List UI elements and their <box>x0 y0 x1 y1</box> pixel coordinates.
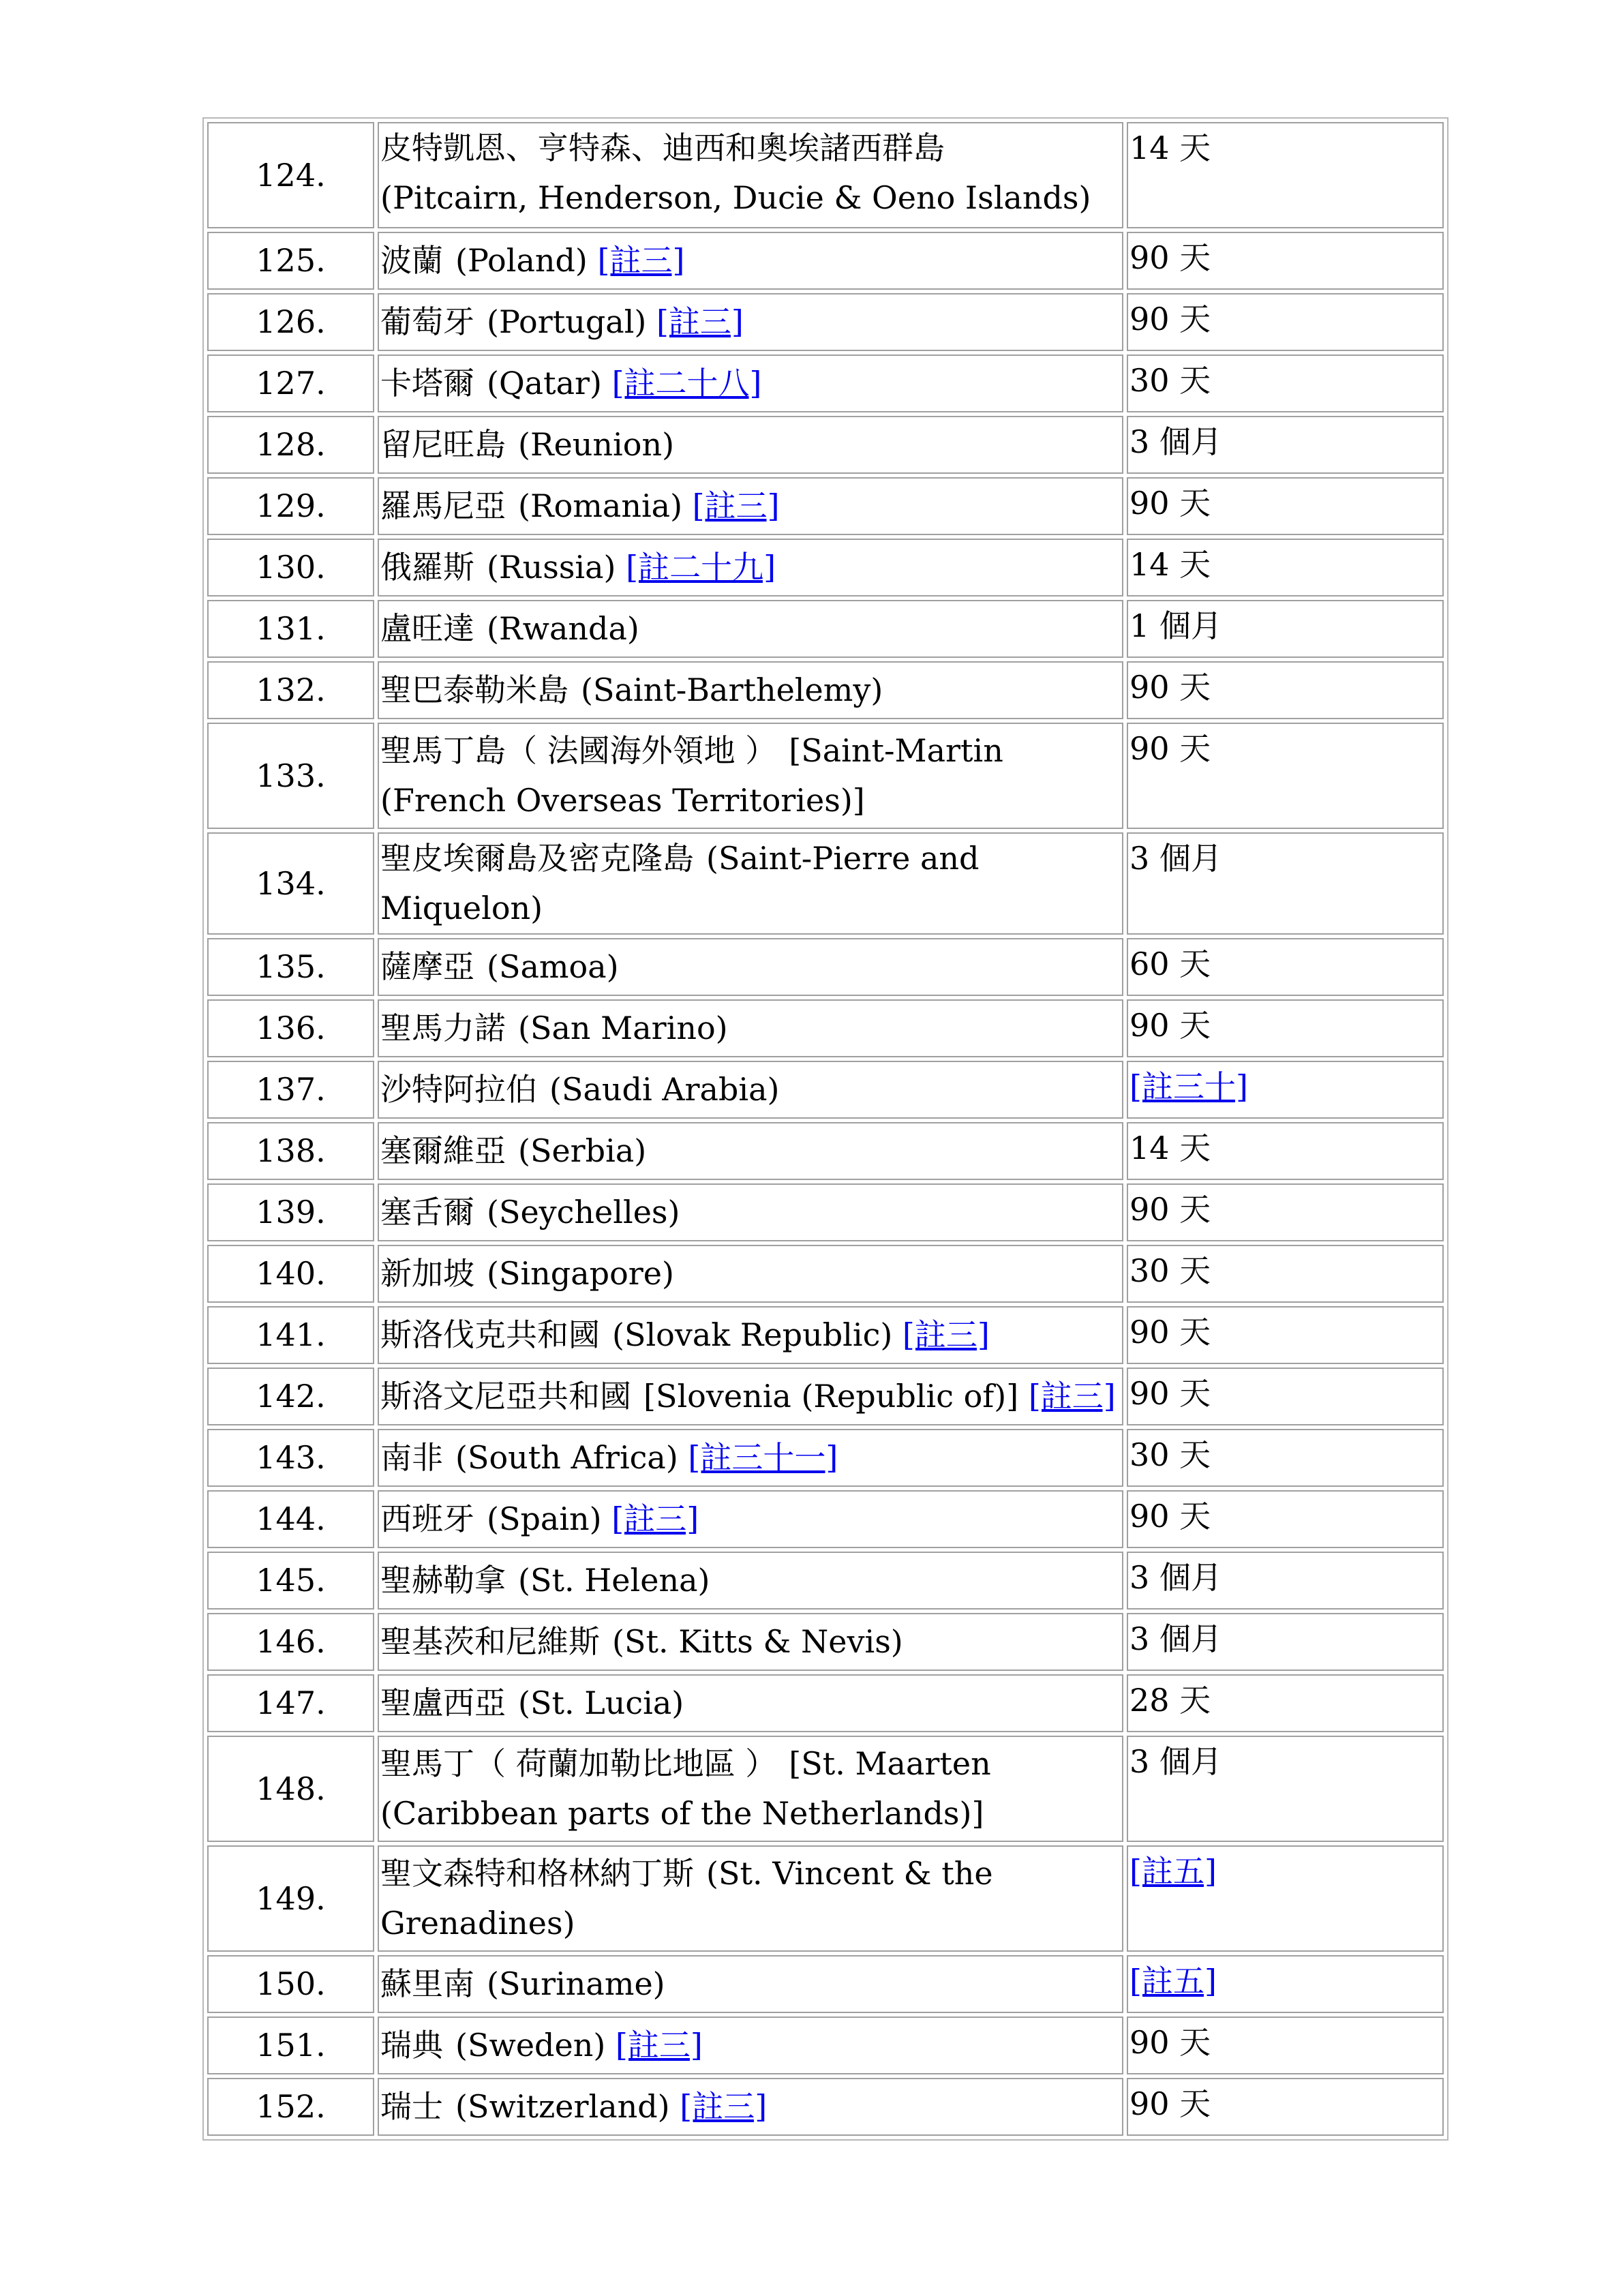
table-row <box>207 232 1444 290</box>
stay-duration: 90 天 <box>1129 301 1211 337</box>
stay-duration: 14 天 <box>1129 1130 1211 1166</box>
country-name-zh: 斯洛伐克共和國 <box>380 1316 600 1353</box>
footnote-link[interactable]: [註二十八] <box>611 365 762 402</box>
stay-duration-cell <box>1127 1306 1444 1364</box>
country-name-en: (Suriname) <box>487 1965 665 2002</box>
stay-duration-cell <box>1127 232 1444 290</box>
country-name-zh: 波蘭 <box>380 242 443 279</box>
country-name-en: (South Africa) <box>455 1439 678 1476</box>
country-cell <box>378 1122 1123 1180</box>
stay-duration-cell <box>1127 1122 1444 1180</box>
stay-duration: 90 天 <box>1129 2085 1211 2122</box>
country-name-zh: 薩摩亞 <box>380 948 474 985</box>
stay-duration-cell <box>1127 832 1444 935</box>
stay-duration-cell <box>1127 1674 1444 1732</box>
row-number: 143. <box>207 1429 374 1487</box>
row-number: 125. <box>207 232 374 290</box>
country-cell <box>378 1061 1123 1119</box>
table-row <box>207 2078 1444 2136</box>
row-number: 130. <box>207 539 374 596</box>
row-number: 134. <box>207 832 374 935</box>
country-cell <box>378 1552 1123 1610</box>
footnote-link[interactable]: [註三] <box>611 1500 699 1537</box>
country-name-zh: 卡塔爾 <box>380 365 474 402</box>
table-row <box>207 1736 1444 1842</box>
stay-duration-cell <box>1127 1368 1444 1425</box>
stay-duration-cell <box>1127 122 1444 228</box>
country-name-zh: 俄羅斯 <box>380 549 474 586</box>
stay-duration: 90 天 <box>1129 2024 1211 2061</box>
table-row <box>207 1490 1444 1548</box>
stay-duration: 28 天 <box>1129 1682 1211 1719</box>
country-name-en: (Poland) <box>455 242 588 279</box>
row-number: 148. <box>207 1736 374 1842</box>
country-name-zh: 瑞典 <box>380 2027 443 2064</box>
country-cell <box>378 600 1123 658</box>
stay-duration: 30 天 <box>1129 362 1211 399</box>
row-number: 140. <box>207 1245 374 1303</box>
country-name-en: (Portugal) <box>487 303 647 340</box>
row-number: 151. <box>207 2016 374 2074</box>
table-row <box>207 477 1444 535</box>
country-cell <box>378 832 1123 935</box>
stay-duration-cell <box>1127 1736 1444 1842</box>
stay-duration-cell <box>1127 2078 1444 2136</box>
country-cell <box>378 477 1123 535</box>
stay-duration: 90 天 <box>1129 1007 1211 1044</box>
table-row <box>207 293 1444 351</box>
table-row <box>207 1613 1444 1671</box>
country-cell <box>378 122 1123 228</box>
country-name-en: (Romania) <box>518 487 683 524</box>
stay-duration: 30 天 <box>1129 1252 1211 1289</box>
country-name-en: (St. Vincent & the Grenadines) <box>380 1855 993 1942</box>
country-name-zh: 聖馬丁島（ 法國海外領地 ） <box>380 732 777 769</box>
country-name-zh: 聖皮埃爾島及密克隆島 <box>380 840 694 877</box>
country-name-zh: 聖基茨和尼維斯 <box>380 1623 600 1660</box>
table-row <box>207 1306 1444 1364</box>
row-number: 141. <box>207 1306 374 1364</box>
country-name-en: (Pitcairn, Henderson, Ducie & Oeno Islands) <box>380 179 1091 216</box>
row-number: 147. <box>207 1674 374 1732</box>
country-name-en: (Samoa) <box>487 948 619 985</box>
stay-duration: 3 個月 <box>1129 1620 1222 1657</box>
country-name-en: (Switzerland) <box>455 2088 670 2125</box>
row-number: 145. <box>207 1552 374 1610</box>
stay-duration-cell <box>1127 938 1444 996</box>
country-name-zh: 聖馬力諾 <box>380 1010 506 1046</box>
country-name-en: (Seychelles) <box>487 1194 680 1230</box>
row-number: 127. <box>207 354 374 412</box>
stay-duration: 90 天 <box>1129 669 1211 706</box>
table-row <box>207 1552 1444 1610</box>
country-cell <box>378 723 1123 829</box>
country-cell <box>378 354 1123 412</box>
table-row <box>207 1674 1444 1732</box>
stay-duration-cell <box>1127 1955 1444 2013</box>
stay-duration-cell <box>1127 1183 1444 1241</box>
country-name-zh: 南非 <box>380 1439 443 1476</box>
stay-duration: 90 天 <box>1129 239 1211 276</box>
stay-duration-cell <box>1127 1061 1444 1119</box>
stay-duration: 90 天 <box>1129 1314 1211 1350</box>
country-cell <box>378 1613 1123 1671</box>
country-name-zh: 葡萄牙 <box>380 303 474 340</box>
country-name-zh: 聖馬丁（ 荷蘭加勒比地區 ） <box>380 1745 777 1782</box>
row-number: 135. <box>207 938 374 996</box>
country-name-zh: 聖赫勒拿 <box>380 1562 506 1599</box>
table-row <box>207 416 1444 474</box>
country-name-zh: 新加坡 <box>380 1255 474 1292</box>
stay-duration: 90 天 <box>1129 1191 1211 1228</box>
country-cell <box>378 1429 1123 1487</box>
stay-duration-cell <box>1127 661 1444 719</box>
row-number: 128. <box>207 416 374 474</box>
country-name-en: (Spain) <box>487 1500 602 1537</box>
country-cell <box>378 1368 1123 1425</box>
country-name-zh: 聖文森特和格林納丁斯 <box>380 1855 694 1892</box>
stay-duration-cell <box>1127 2016 1444 2074</box>
stay-duration: 14 天 <box>1129 546 1211 583</box>
footnote-link[interactable]: [註五] <box>1129 1853 1217 1890</box>
country-name-zh: 塞爾維亞 <box>380 1132 506 1169</box>
row-number: 142. <box>207 1368 374 1425</box>
footnote-link[interactable]: [註三十] <box>1129 1068 1248 1105</box>
stay-duration-cell <box>1127 600 1444 658</box>
stay-duration: 30 天 <box>1129 1436 1211 1473</box>
country-cell <box>378 539 1123 596</box>
country-cell <box>378 416 1123 474</box>
table-row <box>207 723 1444 829</box>
stay-duration: 60 天 <box>1129 946 1211 982</box>
country-name-zh: 聖巴泰勒米島 <box>380 671 568 708</box>
country-name-en: (Sweden) <box>455 2027 606 2064</box>
country-cell <box>378 661 1123 719</box>
row-number: 139. <box>207 1183 374 1241</box>
row-number: 132. <box>207 661 374 719</box>
footnote-link[interactable]: [註二十九] <box>626 549 776 586</box>
country-cell <box>378 1845 1123 1952</box>
country-cell <box>378 999 1123 1057</box>
country-name-zh: 留尼旺島 <box>380 426 506 463</box>
stay-duration-cell <box>1127 354 1444 412</box>
table-row <box>207 2016 1444 2074</box>
country-cell <box>378 1955 1123 2013</box>
stay-duration: 90 天 <box>1129 730 1211 767</box>
country-name-en: (Saudi Arabia) <box>549 1071 780 1108</box>
table-row <box>207 832 1444 935</box>
footnote-link[interactable]: [註三] <box>680 2088 768 2125</box>
stay-duration-cell <box>1127 1429 1444 1487</box>
country-cell <box>378 1183 1123 1241</box>
country-cell <box>378 1245 1123 1303</box>
stay-duration-cell <box>1127 999 1444 1057</box>
country-cell <box>378 2078 1123 2136</box>
row-number: 137. <box>207 1061 374 1119</box>
footnote-link[interactable]: [註三] <box>692 487 780 524</box>
country-cell <box>378 1306 1123 1364</box>
table-row <box>207 1245 1444 1303</box>
table-row <box>207 1122 1444 1180</box>
stay-duration-cell <box>1127 539 1444 596</box>
country-cell <box>378 2016 1123 2074</box>
stay-duration-cell <box>1127 723 1444 829</box>
country-name-en: (Saint-Barthelemy) <box>581 671 883 708</box>
footnote-link[interactable]: [註三十一] <box>688 1439 838 1476</box>
country-name-en: [Saint-Martin (French Overseas Territories)] <box>380 732 1003 819</box>
table-row <box>207 661 1444 719</box>
visa-free-table <box>202 117 1448 2141</box>
country-name-en: (Singapore) <box>487 1255 674 1292</box>
visa-table-body <box>207 122 1444 2136</box>
country-name-zh: 皮特凱恩、亨特森、迪西和奧埃諸西群島 <box>380 130 945 166</box>
country-name-en: (St. Kitts & Nevis) <box>612 1623 903 1660</box>
row-number: 144. <box>207 1490 374 1548</box>
country-name-zh: 沙特阿拉伯 <box>380 1071 537 1108</box>
country-name-en: (San Marino) <box>518 1010 728 1046</box>
country-cell <box>378 938 1123 996</box>
table-row <box>207 122 1444 228</box>
country-name-en: (Rwanda) <box>487 610 639 647</box>
country-name-zh: 蘇里南 <box>380 1965 474 2002</box>
country-name-zh: 盧旺達 <box>380 610 474 647</box>
row-number: 152. <box>207 2078 374 2136</box>
country-name-zh: 斯洛文尼亞共和國 <box>380 1378 631 1415</box>
table-row <box>207 1845 1444 1952</box>
row-number: 133. <box>207 723 374 829</box>
stay-duration: 14 天 <box>1129 130 1211 166</box>
country-name-zh: 羅馬尼亞 <box>380 487 506 524</box>
table-row <box>207 938 1444 996</box>
row-number: 126. <box>207 293 374 351</box>
stay-duration: 3 個月 <box>1129 1743 1222 1780</box>
stay-duration-cell <box>1127 416 1444 474</box>
row-number: 131. <box>207 600 374 658</box>
table-row <box>207 354 1444 412</box>
country-name-en: (Qatar) <box>487 365 602 402</box>
country-name-zh: 瑞士 <box>380 2088 443 2125</box>
country-name-en: (Slovak Republic) <box>612 1316 893 1353</box>
row-number: 146. <box>207 1613 374 1671</box>
table-row <box>207 1183 1444 1241</box>
stay-duration: 3 個月 <box>1129 1559 1222 1596</box>
footnote-link[interactable]: [註五] <box>1129 1963 1217 1999</box>
footnote-link[interactable]: [註三] <box>1028 1378 1116 1415</box>
stay-duration: 3 個月 <box>1129 840 1222 877</box>
stay-duration: 90 天 <box>1129 1498 1211 1535</box>
table-row <box>207 1061 1444 1119</box>
country-name-en: (St. Helena) <box>518 1562 710 1599</box>
row-number: 138. <box>207 1122 374 1180</box>
stay-duration-cell <box>1127 1845 1444 1952</box>
country-name-en: (Reunion) <box>518 426 675 463</box>
stay-duration: 90 天 <box>1129 1375 1211 1412</box>
table-row <box>207 1429 1444 1487</box>
stay-duration-cell <box>1127 1490 1444 1548</box>
country-name-zh: 聖盧西亞 <box>380 1685 506 1721</box>
country-cell <box>378 1490 1123 1548</box>
footnote-link[interactable]: [註三] <box>615 2027 703 2064</box>
footnote-link[interactable]: [註三] <box>656 303 744 340</box>
country-name-en: (Serbia) <box>518 1132 647 1169</box>
row-number: 150. <box>207 1955 374 2013</box>
row-number: 129. <box>207 477 374 535</box>
stay-duration: 3 個月 <box>1129 423 1222 460</box>
stay-duration-cell <box>1127 1552 1444 1610</box>
table-row <box>207 1368 1444 1425</box>
stay-duration-cell <box>1127 477 1444 535</box>
row-number: 149. <box>207 1845 374 1952</box>
country-name-zh: 西班牙 <box>380 1500 474 1537</box>
country-name-en: [Slovenia (Republic of)] <box>643 1378 1019 1415</box>
stay-duration-cell <box>1127 293 1444 351</box>
country-name-en: (St. Lucia) <box>518 1685 684 1721</box>
country-cell <box>378 293 1123 351</box>
country-name-en: (Russia) <box>487 549 616 586</box>
table-row <box>207 1955 1444 2013</box>
stay-duration-cell <box>1127 1613 1444 1671</box>
country-cell <box>378 232 1123 290</box>
row-number: 136. <box>207 999 374 1057</box>
country-cell <box>378 1736 1123 1842</box>
table-row <box>207 600 1444 658</box>
country-name-en: (Saint-Pierre and Miquelon) <box>380 840 980 926</box>
country-name-en: [St. Maarten (Caribbean parts of the Netherlands)] <box>380 1745 991 1832</box>
footnote-link[interactable]: [註三] <box>597 242 685 279</box>
stay-duration: 90 天 <box>1129 485 1211 522</box>
country-name-zh: 塞舌爾 <box>380 1194 474 1230</box>
country-cell <box>378 1674 1123 1732</box>
table-row <box>207 539 1444 596</box>
stay-duration-cell <box>1127 1245 1444 1303</box>
stay-duration: 1 個月 <box>1129 607 1222 644</box>
footnote-link[interactable]: [註三] <box>902 1316 990 1353</box>
table-row <box>207 999 1444 1057</box>
row-number: 124. <box>207 122 374 228</box>
